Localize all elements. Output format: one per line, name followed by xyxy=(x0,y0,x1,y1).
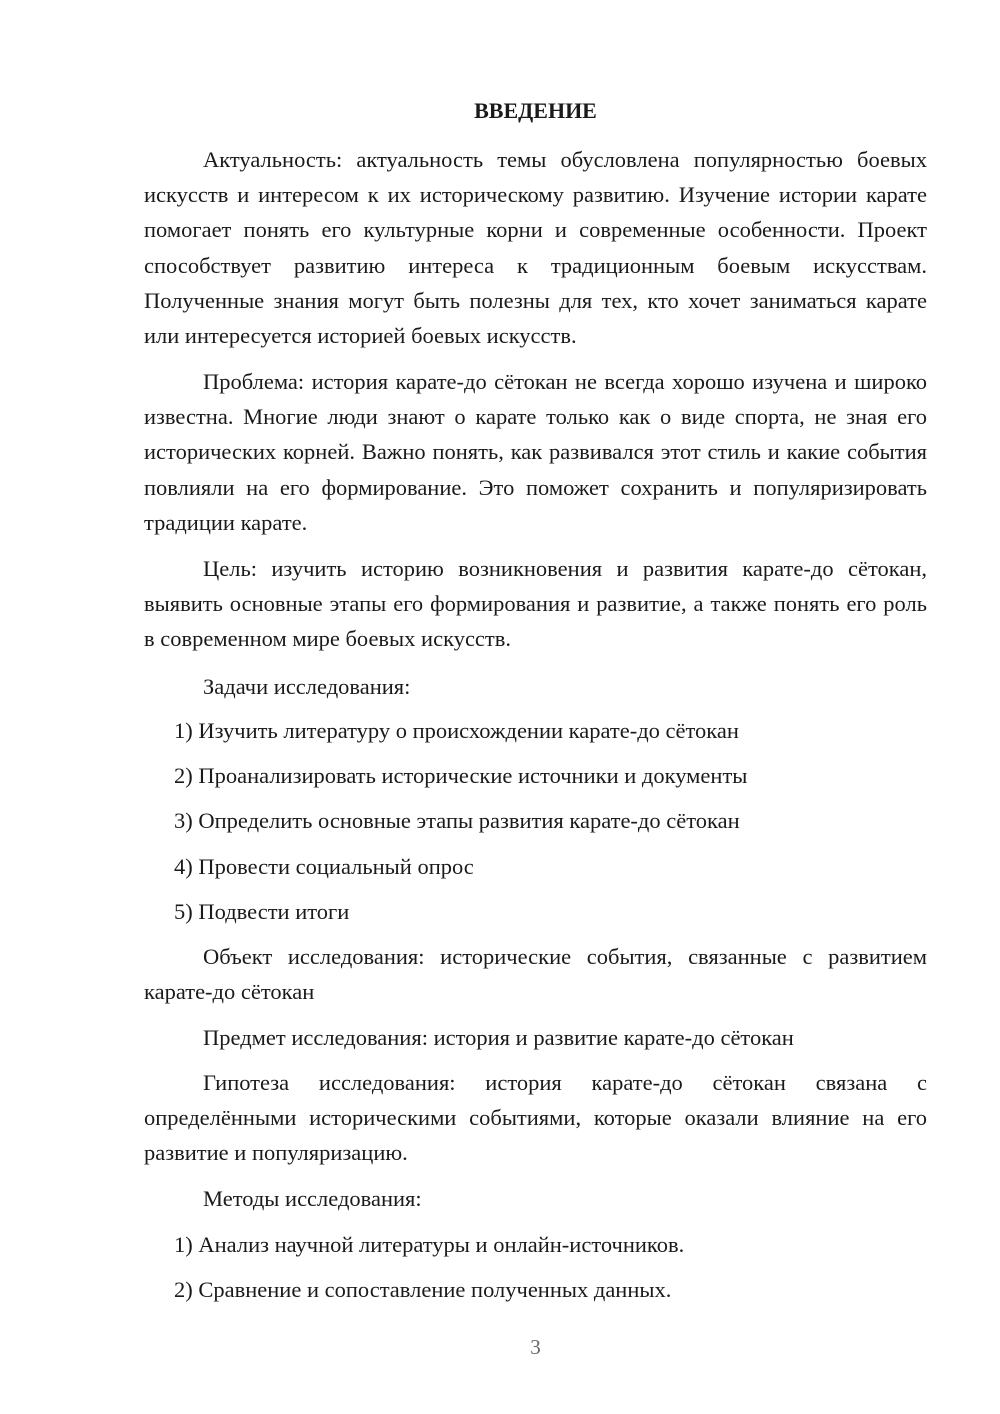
task-item: 1) Изучить литературу о происхождении карате-до сётокан xyxy=(174,718,739,743)
task-item: 3) Определить основные этапы развития карате-до сётокан xyxy=(174,808,740,833)
goal-paragraph: Цель: изучить историю возникновения и развития карате-до сётокан, выявить основные этапы его формирования и развитие, а также понять его роль в современном мире боевых искусств. xyxy=(144,556,927,652)
task-item: 4) Провести социальный опрос xyxy=(174,854,474,879)
problem-paragraph: Проблема: история карате-до сётокан не всегда хорошо изучена и широко известна. Многие люди знают о карате только как о виде спорта, не зная его исторических корней. Важно понять, как развивался этот стиль и какие события повлияли на его формирование. Это поможет сохранить и популяризировать традиции карате. xyxy=(144,369,927,535)
tasks-heading: Задачи исследования: xyxy=(203,674,411,699)
task-item: 5) Подвести итоги xyxy=(174,899,350,924)
task-item: 2) Проанализировать исторические источники и документы xyxy=(174,763,748,788)
hypothesis-paragraph: Гипотеза исследования: история карате-до сётокан связана с определёнными историческими событиями, которые оказали влияние на его развитие и популяризацию. xyxy=(144,1070,927,1166)
object-paragraph: Объект исследования: исторические события, связанные с развитием карате-до сётокан xyxy=(144,944,927,1005)
method-item: 1) Анализ научной литературы и онлайн-источников. xyxy=(174,1232,685,1257)
method-item: 2) Сравнение и сопоставление полученных данных. xyxy=(174,1277,672,1302)
page-number: 3 xyxy=(530,1335,541,1359)
relevance-paragraph: Актуальность: актуальность темы обусловлена популярностью боевых искусств и интересом к их историческому развитию. Изучение истории карате помогает понять его культурные корни и современные особенности. Проект способствует развитию интереса к традиционным боевым искусствам. Полученные знания могут быть полезны для тех, кто хочет заниматься карате или интересуется историей боевых искусств. xyxy=(144,147,927,349)
subject-line: Предмет исследования: история и развитие карате-до сётокан xyxy=(203,1025,794,1050)
methods-heading: Методы исследования: xyxy=(203,1186,422,1211)
page-title: ВВЕДЕНИЕ xyxy=(474,98,597,123)
